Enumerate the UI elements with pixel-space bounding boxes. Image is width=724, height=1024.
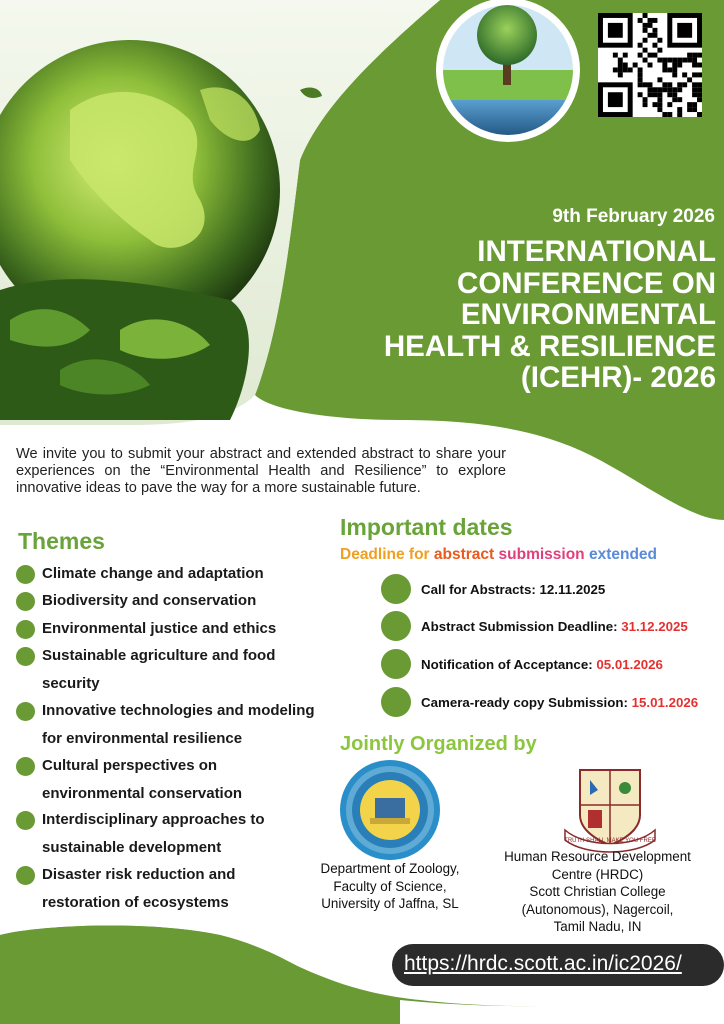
theme-text: Interdisciplinary approaches to: [42, 811, 265, 828]
green-dot-icon: [381, 574, 411, 604]
theme-text: restoration of ecosystems: [42, 893, 229, 911]
seal-motto: TRUTH SHALL MAKE YOU FREE: [564, 838, 656, 844]
date-value: 12.11.2025: [539, 582, 606, 597]
date-text: [421, 619, 688, 634]
date-item: [381, 611, 721, 643]
date-text: [421, 695, 698, 710]
deadline-word: submission: [498, 546, 589, 563]
theme-text: Cultural perspectives on: [42, 757, 218, 774]
conference-title: [300, 236, 716, 394]
date-label: Camera-ready copy Submission:: [421, 695, 632, 710]
org-line: University of Jaffna, SL: [321, 896, 459, 911]
qr-code-icon[interactable]: [598, 13, 702, 117]
date-text: [421, 582, 605, 597]
date-value: 15.01.2026: [631, 695, 699, 710]
deadline-word: for: [408, 546, 434, 563]
theme-text: Disaster risk reduction and: [42, 866, 236, 883]
university-jaffna-seal: [340, 760, 440, 860]
date-value: 05.01.2026: [596, 657, 663, 672]
green-dot-icon: [16, 647, 35, 666]
organizers-heading: Jointly Organized by: [340, 733, 537, 755]
organizer-scott-college: [490, 848, 705, 936]
org-line: Human Resource Development: [504, 849, 691, 864]
deadline-notice: [340, 546, 657, 564]
date-value: 31.12.2025: [621, 619, 688, 634]
date-item: [381, 574, 721, 606]
theme-text: security: [42, 674, 100, 692]
date-label: Abstract Submission Deadline:: [421, 619, 622, 634]
important-dates-heading: Important dates: [340, 514, 513, 540]
green-dot-icon: [16, 565, 35, 584]
theme-item: [16, 697, 336, 752]
green-dot-icon: [16, 620, 35, 639]
theme-text: Environmental justice and ethics: [42, 620, 277, 637]
org-line: Faculty of Science,: [333, 878, 447, 894]
title-line: (ICEHR)- 2026: [520, 361, 716, 395]
theme-item: [16, 615, 336, 643]
org-line: (Autonomous), Nagercoil,: [521, 901, 674, 917]
theme-text: Biodiversity and conservation: [42, 592, 257, 609]
theme-item: [16, 642, 336, 697]
invitation-text: We invite you to submit your abstract and extended abstract to share your experiences on the “Environmental Health and Resilience” to explore innovative ideas to pave the way for a more sustainable future.: [16, 446, 506, 496]
title-line: CONFERENCE ON: [457, 266, 716, 300]
title-line: INTERNATIONAL: [477, 235, 716, 268]
title-line: ENVIRONMENTAL: [460, 298, 716, 332]
theme-text: Sustainable agriculture and food: [42, 647, 276, 664]
date-label: Call for Abstracts:: [421, 582, 540, 597]
organizer-university-jaffna: [300, 860, 480, 913]
theme-item: [16, 587, 336, 615]
date-item: [381, 649, 721, 681]
green-dot-icon: [16, 702, 35, 721]
theme-item: [16, 861, 336, 916]
deadline-word: Deadline: [340, 546, 409, 563]
date-text: [421, 657, 663, 672]
green-dot-icon: [16, 592, 35, 611]
org-line: Centre (HRDC): [551, 866, 644, 882]
theme-text: sustainable development: [42, 838, 222, 856]
date-item: [381, 687, 721, 719]
green-dot-icon: [381, 649, 411, 679]
themes-heading: Themes: [18, 528, 105, 554]
title-line: HEALTH & RESILIENCE: [383, 329, 716, 363]
org-line: Scott Christian College: [529, 884, 666, 899]
green-dot-icon: [16, 811, 35, 830]
deadline-word: extended: [588, 546, 658, 563]
date-label: Notification of Acceptance:: [421, 657, 597, 672]
theme-item: [16, 752, 336, 807]
green-dot-icon: [381, 687, 411, 717]
org-line: Department of Zoology,: [320, 861, 460, 876]
theme-text: Climate change and adaptation: [42, 565, 264, 582]
theme-item: [16, 560, 336, 588]
green-dot-icon: [16, 866, 35, 885]
green-dot-icon: [381, 611, 411, 641]
conference-url-link[interactable]: https://hrdc.scott.ac.in/ic2026/: [404, 952, 682, 975]
org-line: Tamil Nadu, IN: [553, 919, 642, 934]
green-dot-icon: [16, 757, 35, 776]
deadline-word: abstract: [433, 546, 499, 563]
theme-item: [16, 806, 336, 861]
conference-date: 9th February 2026: [552, 206, 715, 227]
theme-text: for environmental resilience: [42, 729, 243, 747]
theme-text: Innovative technologies and modeling: [42, 702, 315, 719]
theme-text: environmental conservation: [42, 784, 243, 802]
